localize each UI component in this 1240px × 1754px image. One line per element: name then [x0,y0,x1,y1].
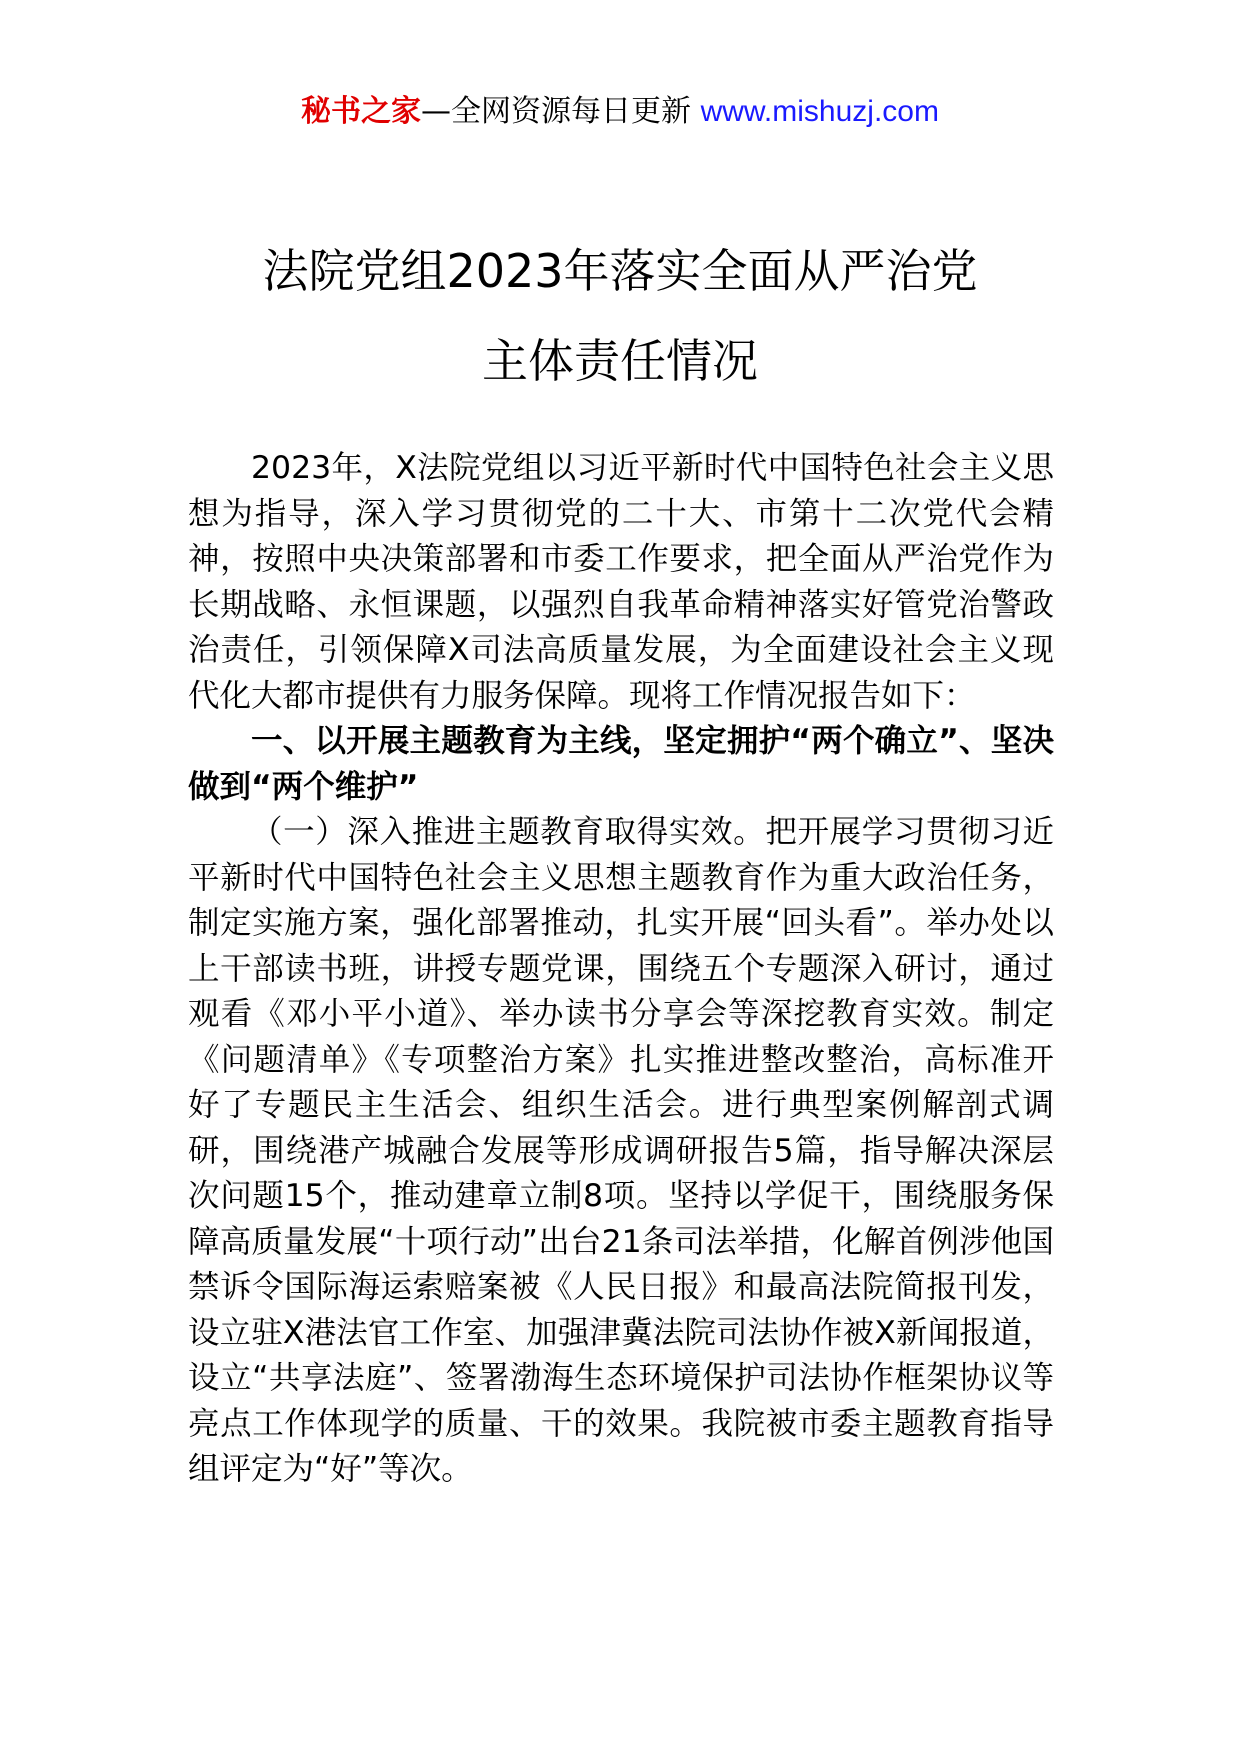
subsection-paragraph-1: （一）深入推进主题教育取得实效。把开展学习贯彻习近平新时代中国特色社会主义思想主题教育作为重大政治任务，制定实施方案，强化部署推动，扎实开展“回头看”。举办处以上干部读书班，讲授专题党课，围绕五个专题深入研讨，通过观看《邓小平小道》、举办读书分享会等深挖教育实效。制定《问题清单》《专项整治方案》扎实推进整改整治，高标准开好了专题民主生活会、组织生活会。进行典型案例解剖式调研，围绕港产城融合发展等形成调研报告5篇，指导解决深层次问题15个，推动建章立制8项。坚持以学促干，围绕服务保障高质量发展“十项行动”出台21条司法举措，化解首例涉他国禁诉令国际海运索赔案被《人民日报》和最高法院简报刊发，设立驻X港法官工作室、加强津冀法院司法协作被X新闻报道，设立“共享法庭”、签署渤海生态环境保护司法协作框架协议等亮点工作体现学的质量、干的效果。我院被市委主题教育指导组评定为“好”等次。 [188,814,1054,1487]
site-url-link[interactable]: www.mishuzj.com [700,95,939,128]
title-line-1: 法院党组2023年落实全面从严治党 [262,244,978,298]
document-title [0,226,1240,406]
document-body [188,446,1054,1493]
site-slogan: —全网资源每日更新 [421,94,692,129]
title-line-2: 主体责任情况 [482,334,758,388]
site-brand: 秘书之家 [301,94,422,129]
site-header [0,92,1240,132]
section-heading-1: 一、以开展主题教育为主线，坚定拥护“两个确立”、坚决做到“两个维护” [188,723,1054,805]
intro-paragraph: 2023年，X法院党组以习近平新时代中国特色社会主义思想为指导，深入学习贯彻党的二十大、市第十二次党代会精神，按照中央决策部署和市委工作要求，把全面从严治党作为长期战略、永恒课题，以强烈自我革命精神落实好管党治警政治责任，引领保障X司法高质量发展，为全面建设社会主义现代化大都市提供有力服务保障。现将工作情况报告如下： [188,450,1054,714]
